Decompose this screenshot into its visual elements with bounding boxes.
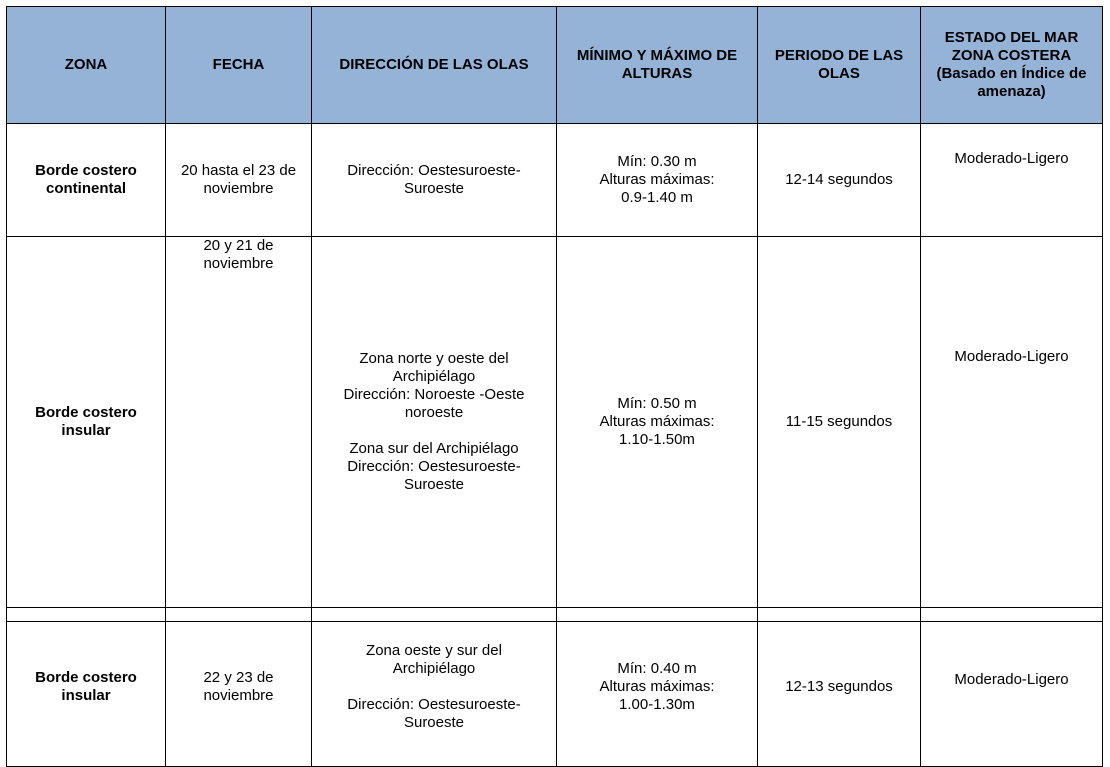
table-row bbox=[7, 608, 1103, 767]
header-direccion: DIRECCIÓN DE LAS OLAS bbox=[312, 7, 557, 124]
direccion-line: Dirección: Oestesuroeste- bbox=[347, 162, 521, 179]
direccion-line: Zona oeste y sur del bbox=[366, 642, 502, 659]
alturas-label: Alturas máximas: bbox=[599, 413, 715, 430]
header-fecha: FECHA bbox=[166, 7, 312, 124]
alturas-cell bbox=[557, 124, 758, 237]
alturas-min: Mín: 0.40 m bbox=[617, 660, 697, 677]
alturas-min: Mín: 0.50 m bbox=[617, 395, 697, 412]
direccion-spacer bbox=[316, 678, 552, 696]
wave-forecast-table bbox=[6, 6, 1103, 767]
alturas-label: Alturas máximas: bbox=[599, 171, 715, 188]
direccion-line: Suroeste bbox=[403, 476, 465, 493]
alturas-max: 1.00-1.30m bbox=[619, 696, 695, 713]
alturas-cell bbox=[557, 237, 758, 608]
header-estado-title: ESTADO DEL MAR ZONA COSTERA bbox=[944, 29, 1079, 64]
direccion-cell bbox=[312, 237, 557, 608]
header-alturas: MÍNIMO Y MÁXIMO DE ALTURAS bbox=[557, 7, 758, 124]
table-row bbox=[7, 124, 1103, 237]
direccion-line: noroeste bbox=[404, 404, 464, 421]
direccion-cell bbox=[312, 608, 557, 767]
direccion-line: Dirección: Noroeste -Oeste bbox=[343, 386, 525, 403]
zona-cell: Borde costero insular bbox=[7, 608, 166, 767]
table-row bbox=[7, 237, 1103, 608]
periodo-cell: 11-15 segundos bbox=[758, 237, 921, 608]
direccion-spacer bbox=[316, 422, 552, 440]
estado-cell: Moderado-Ligero bbox=[921, 608, 1103, 767]
header-estado-note: (Basado en Índice de amenaza) bbox=[936, 65, 1087, 100]
fecha-cell: 20 hasta el 23 de noviembre bbox=[166, 124, 312, 237]
periodo-cell: 12-13 segundos bbox=[758, 608, 921, 767]
estado-cell: Moderado-Ligero bbox=[921, 237, 1103, 608]
zona-cell: Borde costero continental bbox=[7, 124, 166, 237]
estado-cell: Moderado-Ligero bbox=[921, 124, 1103, 237]
fecha-cell: 20 y 21 de noviembre bbox=[166, 237, 312, 608]
direccion-line: Archipiélago bbox=[392, 660, 476, 677]
header-zona: ZONA bbox=[7, 7, 166, 124]
direccion-line: Dirección: Oestesuroeste- bbox=[347, 696, 521, 713]
direccion-line: Dirección: Oestesuroeste- bbox=[347, 458, 521, 475]
bottom-rule bbox=[6, 621, 1102, 622]
periodo-cell: 12-14 segundos bbox=[758, 124, 921, 237]
direccion-line: Suroeste bbox=[403, 180, 465, 197]
alturas-max: 0.9-1.40 m bbox=[621, 189, 693, 206]
direccion-line: Zona sur del Archipiélago bbox=[349, 440, 519, 457]
fecha-cell: 22 y 23 de noviembre bbox=[166, 608, 312, 767]
direccion-line: Archipiélago bbox=[392, 368, 476, 385]
alturas-max: 1.10-1.50m bbox=[619, 431, 695, 448]
alturas-min: Mín: 0.30 m bbox=[617, 153, 697, 170]
zona-cell: Borde costero insular bbox=[7, 237, 166, 608]
direccion-line: Suroeste bbox=[403, 714, 465, 731]
header-row bbox=[7, 7, 1103, 124]
header-periodo: PERIODO DE LAS OLAS bbox=[758, 7, 921, 124]
alturas-cell bbox=[557, 608, 758, 767]
direccion-line: Zona norte y oeste del bbox=[359, 350, 509, 367]
header-estado bbox=[921, 7, 1103, 124]
alturas-label: Alturas máximas: bbox=[599, 678, 715, 695]
direccion-cell bbox=[312, 124, 557, 237]
